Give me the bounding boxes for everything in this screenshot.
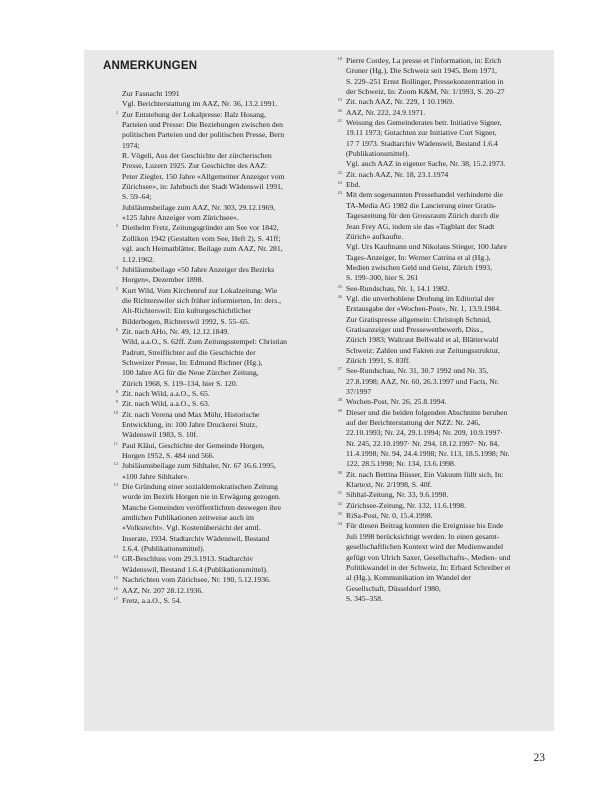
- footnote-number: 11: [113, 440, 118, 446]
- footnote-line: Zürich 1968, S. 119–134, hier S. 120.: [122, 378, 238, 388]
- footnote-line: Kurt Wild, Vom Kirchenruf zur Lokalzeitung: Wie: [122, 285, 278, 295]
- footnote: [106, 575, 330, 585]
- footnote-line: Presse, Luzern 1925. Zur Geschichte des AAZ:: [122, 161, 268, 171]
- footnote-line: Die Gründung einer sozialdemokratischen Zeitung: [122, 482, 278, 492]
- footnote-line: Zit. nach Wild, a.a.O., S. 63.: [122, 399, 210, 409]
- footnote-line: RiSa-Post, Nr. 0, 15.4.1998.: [346, 511, 433, 521]
- footnote-line: Jean Frey AG, indem sie das «Tagblatt der Stadt: [346, 221, 495, 231]
- footnote-line: Zürichsee», in: Jahrbuch der Stadt Wädenswil 1991,: [122, 182, 283, 192]
- footnote-number: 14: [113, 554, 118, 560]
- footnote-line: die Richterswiler sich früher informierten, In: ders.,: [122, 295, 282, 305]
- footnote-line: 1974;: [122, 140, 140, 150]
- footnote-line: Weisung des Gemeinderates betr. Initiative Signer,: [346, 118, 502, 128]
- footnote-line: AAZ, Nr. 207 28.12.1936.: [122, 585, 204, 595]
- footnote-line: Inserate, 1934. Stadtarchiv Wädenswil, Bestand: [122, 533, 270, 543]
- footnote: [106, 596, 330, 606]
- footnote: [106, 399, 330, 409]
- footnote-line: Jubiläumsbeilage zum Sihltaler, Nr. 67 16.6.1995,: [122, 461, 276, 471]
- footnote: [330, 284, 534, 294]
- footnote-number: 21: [337, 118, 342, 124]
- footnote-line: GR-Beschluss vom 29.3.1913. Stadtarchiv: [122, 554, 254, 564]
- footnote: [330, 470, 534, 491]
- footnote-line: 37/1997: [346, 387, 372, 396]
- footnote: [106, 327, 330, 389]
- footnote-number: 20: [337, 107, 342, 113]
- footnote-number: 13: [113, 482, 118, 488]
- footnote: [106, 410, 330, 441]
- footnote-number: 32: [337, 500, 342, 506]
- footnote-line: Wild, a.a.O., S. 62ff. Zum Zeitungsstempel: Christian: [122, 337, 288, 347]
- footnote-line: «Volksrecht». Vgl. Kostenübersicht der amtl.: [122, 523, 261, 533]
- footnote-line: Wochen-Post, Nr. 26, 25.8.1994.: [346, 397, 447, 407]
- footnote-line: Vgl. Berichterstattung im AAZ, Nr. 36, 13.2.1991.: [122, 99, 278, 109]
- footnote-line: 22.10.1993; Nr. 24, 29.1.1994; Nr. 209, 10.9.1997·: [346, 428, 503, 438]
- footnote: [330, 397, 534, 407]
- footnote-line: Sihltal-Zeitung, Nr. 33, 9.6.1998.: [346, 490, 449, 500]
- footnote-line: Pierre Cordey, La presse et l'information, in: Erich: [346, 56, 502, 65]
- footnote-line: Zit. nach Wild, a.a.O., S. 65.: [122, 388, 210, 398]
- footnote: [330, 190, 534, 283]
- footnote-line: Zur Gratispresse allgemein: Christoph Schmid,: [346, 314, 491, 324]
- footnote-line: 100 Jahre AG für die Neue Zürcher Zeitung,: [122, 368, 259, 378]
- footnote-line: Zur Fasnacht 1991: [122, 89, 180, 98]
- footnote-line: Juli 1998 berücksichtigt werden. In einen gesamt-: [346, 531, 500, 541]
- page-heading: ANMERKUNGEN: [103, 60, 198, 72]
- footnote-line: Tages-Anzeiger, In: Werner Catrina et al (Hg.),: [346, 252, 491, 262]
- footnote: [330, 294, 534, 366]
- footnote: [106, 89, 330, 110]
- footnote-number: 17: [113, 595, 118, 601]
- footnote-line: Mit dem sogenannten Pressehandel verhinderte die: [346, 190, 503, 200]
- footnote-line: gefügt von Ulrich Saxer, Gesellschafts-, Medien- und: [346, 552, 511, 562]
- footnote-line: Jubiläumsbeilage zum AAZ, Nr. 303, 29.12.1969,: [122, 202, 276, 212]
- footnote-line: Zürich 1991, S. 83ff.: [346, 355, 411, 365]
- footnote-number: 2: [115, 109, 118, 115]
- footnote: [106, 586, 330, 596]
- footnote-line: Bilderbogen, Richterswil 1992, S. 55–65.: [122, 316, 250, 326]
- footnote-line: Zürich 1983; Waltraut Bellwald et al, Blätterwald: [346, 335, 499, 345]
- footnote-line: vgl. auch Heimatblätter, Beilage zum AAZ, Nr. 281,: [122, 244, 283, 254]
- footnote: [330, 521, 534, 604]
- footnote-line: S. 345–358.: [346, 593, 383, 603]
- footnote-line: «100 Jahre Sihltaler».: [122, 471, 190, 481]
- footnote-number: 18: [337, 56, 342, 61]
- footnote: [106, 389, 330, 399]
- footnote-line: Paul Kläui, Geschichte der Gemeinde Horgen,: [122, 440, 265, 450]
- footnote-line: S. 229–251 Ernst Bollinger, Pressekonzentration in: [346, 76, 504, 86]
- footnote-line: wurde im Bezirk Horgen nie in Erwägung gezogen.: [122, 492, 281, 502]
- footnote: [106, 461, 330, 482]
- footnote: [106, 441, 330, 462]
- footnote-line: Zit. nach AAZ, Nr. 229, 1 10.1969.: [346, 97, 455, 107]
- page-number: 23: [533, 752, 545, 764]
- footnote: [106, 110, 330, 224]
- footnote: [106, 482, 330, 554]
- right-notes-column: [330, 56, 534, 604]
- footnote-line: Parteien und Presse: Die Beziehungen zwischen den: [122, 120, 283, 130]
- footnote-number: 25: [337, 283, 342, 289]
- footnote-number: 9: [115, 399, 118, 405]
- footnote-line: al (Hg.), Kommunikation im Wandel der: [346, 573, 471, 583]
- footnote-line: Nr. 245, 22.10.1997· Nr. 294, 18.12.1997· Nr. 84,: [346, 438, 500, 448]
- footnote-number: 27: [337, 366, 342, 372]
- footnote-line: Entwicklung, in: 100 Jahre Druckerei Stutz,: [122, 420, 258, 429]
- footnote-line: 1.12.1962.: [122, 254, 155, 264]
- footnote-number: 23: [337, 180, 342, 186]
- footnote-line: 11.4.1998; Nr. 94, 24.4.1998; Nr. 113, 18.5.1998; Nr.: [346, 449, 510, 459]
- footnote: [330, 118, 534, 170]
- footnote-number: 24: [337, 190, 342, 196]
- footnote: [330, 97, 534, 107]
- footnote-line: der Schweiz, In: Zoom K&M, Nr. 1/1993, S. 20–27: [346, 87, 505, 97]
- footnote-line: Zur Entstehung der Lokalpresse: Balz Hosang,: [122, 109, 266, 119]
- footnote-line: Dieser und die beiden folgenden Abschnitte beruhen: [346, 407, 508, 417]
- footnote: [106, 554, 330, 575]
- footnote-line: Zit. nach Verena und Max Möhr, Historische: [122, 409, 260, 419]
- footnote-line: Diethelm Fretz, Zeitungsgründer am See vor 1842,: [122, 223, 279, 233]
- footnote-line: Horgen 1952, S. 484 und 566.: [122, 451, 215, 461]
- footnote-number: 33: [337, 511, 342, 517]
- footnote-line: Manche Gemeinden veröffentlichten deswegen ihre: [122, 502, 282, 512]
- footnote: [330, 170, 534, 180]
- footnote: [330, 511, 534, 521]
- footnote-line: R. Vögeli, Aus der Geschichte der zürcherischen: [122, 151, 272, 161]
- footnote-line: AAZ, Nr. 222, 24.9.1971.: [346, 107, 426, 117]
- footnote-line: 1.6.4. (Publikationsmittel).: [122, 544, 205, 554]
- footnote-line: Padrutt, Streiflichter auf die Geschichte der: [122, 347, 256, 357]
- footnote-line: Wädenswil, Bestand 1.6.4 (Publikationsmittel).: [122, 564, 268, 574]
- footnote: [330, 501, 534, 511]
- footnote-number: 5: [115, 285, 118, 291]
- footnote: [106, 223, 330, 264]
- footnote-line: Alt-Richterswil: Ein kulturgeschichtlicher: [122, 306, 252, 316]
- footnote-number: 10: [113, 409, 118, 415]
- footnote-line: Schweizer Presse, In: Edmund Richner (Hg.),: [122, 357, 263, 367]
- footnote-number: 6: [115, 326, 118, 332]
- footnote-line: Peter Ziegler, 150 Jahre «Allgemeiner Anzeiger vom: [122, 171, 285, 181]
- footnote-line: Fretz, a.a.O., S. 54.: [122, 595, 182, 605]
- footnote-line: 122, 28.5.1998; Nr. 134, 13.6.1998.: [346, 459, 456, 469]
- footnote-line: Ebd.: [346, 180, 361, 190]
- footnote-number: 30: [337, 469, 342, 475]
- footnote-line: Zit. nach Bettina Büsser, Ein Vakuum füllt sich, In:: [346, 469, 504, 479]
- footnote-number: 31: [337, 490, 342, 496]
- footnote-line: TA-Media AG 1982 die Lancierung einer Gratis-: [346, 200, 497, 210]
- footnote: [330, 108, 534, 118]
- footnote-line: S. 59–64;: [122, 192, 152, 202]
- left-notes-column: [106, 89, 330, 606]
- footnote-line: Vgl. die unverhohlene Drohung im Editorial der: [346, 293, 495, 303]
- footnote-line: Zit. nach AAZ, Nr. 18, 23.1.1974: [346, 169, 449, 179]
- footnote-line: amtlichen Publikationen zeitweise auch im: [122, 513, 254, 523]
- footnote-number: 8: [115, 388, 118, 394]
- footnote-line: Zürich» aufkaufte.: [346, 231, 404, 241]
- footnote-line: Zit. nach AHo, Nr. 49, 12.12.1849.: [122, 326, 230, 336]
- footnote-line: Politikwandel in der Schweiz, In: Erhard Schreiber et: [346, 562, 511, 572]
- footnote-line: Gratisanzeiger und Pressewettbewerb, Diss.,: [346, 324, 484, 334]
- footnote-line: Klartext, Nr. 2/1998, S. 40f.: [346, 480, 433, 490]
- footnote-line: Zollikon 1942 (Gestalten vom See, Heft 2), S. 41ff;: [122, 233, 281, 243]
- footnote-line: Vgl. Urs Kaufmann und Nikolaus Stieger, 100 Jahre: [346, 242, 507, 252]
- footnote-line: (Publikationsmittel).: [346, 149, 410, 159]
- footnote-line: Vgl. auch AAZ in eigener Sache, Nr. 38, 15.2.1973.: [346, 159, 506, 169]
- footnote-number: 29: [337, 407, 342, 413]
- footnote-line: Schweiz: Zahlen und Fakten zur Zeitungsstruktur,: [346, 345, 500, 355]
- footnote-line: Gruner (Hg.), Die Schweiz seit 1945, Bern 1971,: [346, 66, 497, 76]
- footnote-line: gesellschaftlichen Kontext wird der Medienwandel: [346, 542, 504, 552]
- footnote: [330, 180, 534, 190]
- footnote-line: Wädenswil 1983, S. 10f.: [122, 430, 199, 440]
- footnote-line: Tageszeitung für den Grossraum Zürich durch die: [346, 211, 500, 221]
- footnote-line: Gesellschaft, Düsseldorf 1980,: [346, 583, 441, 593]
- footnote: [330, 56, 534, 97]
- footnote-number: 16: [113, 585, 118, 591]
- footnote: [106, 286, 330, 327]
- footnote-line: Zürichsee-Zeitung, Nr. 132, 11.6.1998.: [346, 500, 466, 510]
- footnote-line: S. 199–300, hier S. 261: [346, 273, 419, 283]
- footnote-line: Horgen», Dezember 1898.: [122, 275, 204, 285]
- footnote-line: Für diesen Beitrag konnten die Ereignisse bis Ende: [346, 521, 504, 531]
- footnote-number: 22: [337, 169, 342, 175]
- footnote-line: politischen Parteien und der politischen Presse, Bern: [122, 130, 285, 140]
- footnote-number: 19: [337, 97, 342, 103]
- footnote: [330, 366, 534, 397]
- footnote-line: 17 7 1973. Stadtarchiv Wädenswil, Bestand 1.6.4: [346, 138, 498, 148]
- footnote-line: auf der Berichterstattung der NZZ: Nr. 246,: [346, 418, 481, 428]
- footnote-line: See-Rundschau, Nr. 1, 14.1 1982.: [346, 283, 450, 293]
- footnote-number: 34: [337, 521, 342, 527]
- footnote-number: 4: [115, 264, 118, 270]
- footnote: [330, 490, 534, 500]
- footnote-line: Jubiläumsbeilage «50 Jahre Anzeiger des Bezirks: [122, 264, 275, 274]
- footnote: [330, 408, 534, 470]
- footnote-line: Medien zwischen Geld und Geist, Zürich 1993,: [346, 262, 493, 272]
- footnote-number: 3: [115, 223, 118, 229]
- footnote-line: «125 Jahre Anzeiger vom Zürichsee».: [122, 213, 239, 223]
- footnote-line: Erstausgabe der «Wochen-Post», Nr. 1, 13.9.1984.: [346, 304, 502, 314]
- footnote-line: Nachrichten vom Zürichsee, Nr. 190, 5.12.1936.: [122, 575, 271, 585]
- footnote-line: 27.8.1998; AAZ, Nr. 60, 26.3.1997 und Facts, Nr.: [346, 376, 499, 386]
- footnote: [106, 265, 330, 286]
- footnote-number: 28: [337, 397, 342, 403]
- footnote-number: 15: [113, 575, 118, 581]
- footnote-line: See-Rundschau, Nr. 31, 30.7 1992 und Nr. 35,: [346, 366, 488, 376]
- footnote-number: 26: [337, 293, 342, 299]
- footnote-number: 12: [113, 461, 118, 467]
- footnote-line: 19.11 1973; Gutachten zur Initiative Curt Signer,: [346, 128, 497, 138]
